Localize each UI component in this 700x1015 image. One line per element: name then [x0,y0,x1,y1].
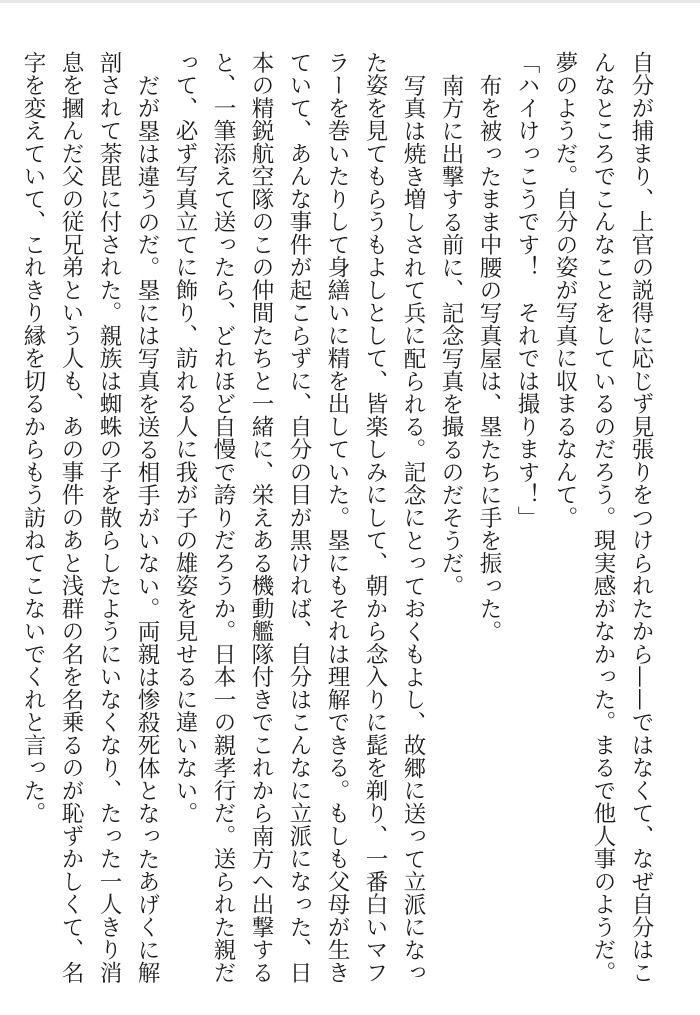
paragraph-1: 自分が捕まり、上官の説得に応じず見張りをつけられたから——ではなくて、なぜ自分はこんなところでこんなことをしているのだろう。現実感がなかった。まるで他人事のようだ。夢のようだ。自分の姿が写真に収まるなんて。 [552,51,654,984]
paragraph-4: 南方に出撃する前に、記念写真を撮るのだそうだ。 [438,73,464,597]
paragraph-5: 写真は焼き増しされて兵に配られる。記念にとっておくもよし、故郷に送って立派になった姿を見てもらうもよしとして、皆楽しみにして、朝から念入りに髭を剃り、一番白いマフラーを巻いたりして身繕いに精を出していた。塁にもそれは理解できる。もしも父母が生きていて、あんな事件が起こらずに、自分の目が黒ければ、自分はこんなに立派になった、日本の精鋭航空隊のこの仲間たちと一緒に、栄えある機動艦隊付きでこれから南方へ出撃すると、一筆添えて送ったら、どれほど自慢で誇りだろうか。日本一の親孝行だ。送られた親だって、必ず写真立てに飾り、訪れる人に我が子の雄姿を見せるに違いない。 [172,51,426,984]
vertical-text-block [14,51,660,1001]
paragraph-3: 布を被ったまま中腰の写真屋は、塁たちに手を振った。 [476,73,502,643]
paragraph-2: 「ハイけっこうです！ それでは撮ります！」 [514,51,540,529]
paragraph-6: だが塁は違うのだ。塁には写真を送る相手がいない。両親は惨殺死体となったあげくに解剖されて荼毘に付された。親族は蜘蛛の子を散らしたようにいなくなり、たった一人きり消息を摑んだ父の従兄弟という人も、あの事件のあと浅群の名を名乗るのが恥ずかしくて、名字を変えていて、これきり縁を切るからもう訪ねてこないでくれと言った。 [20,51,160,984]
